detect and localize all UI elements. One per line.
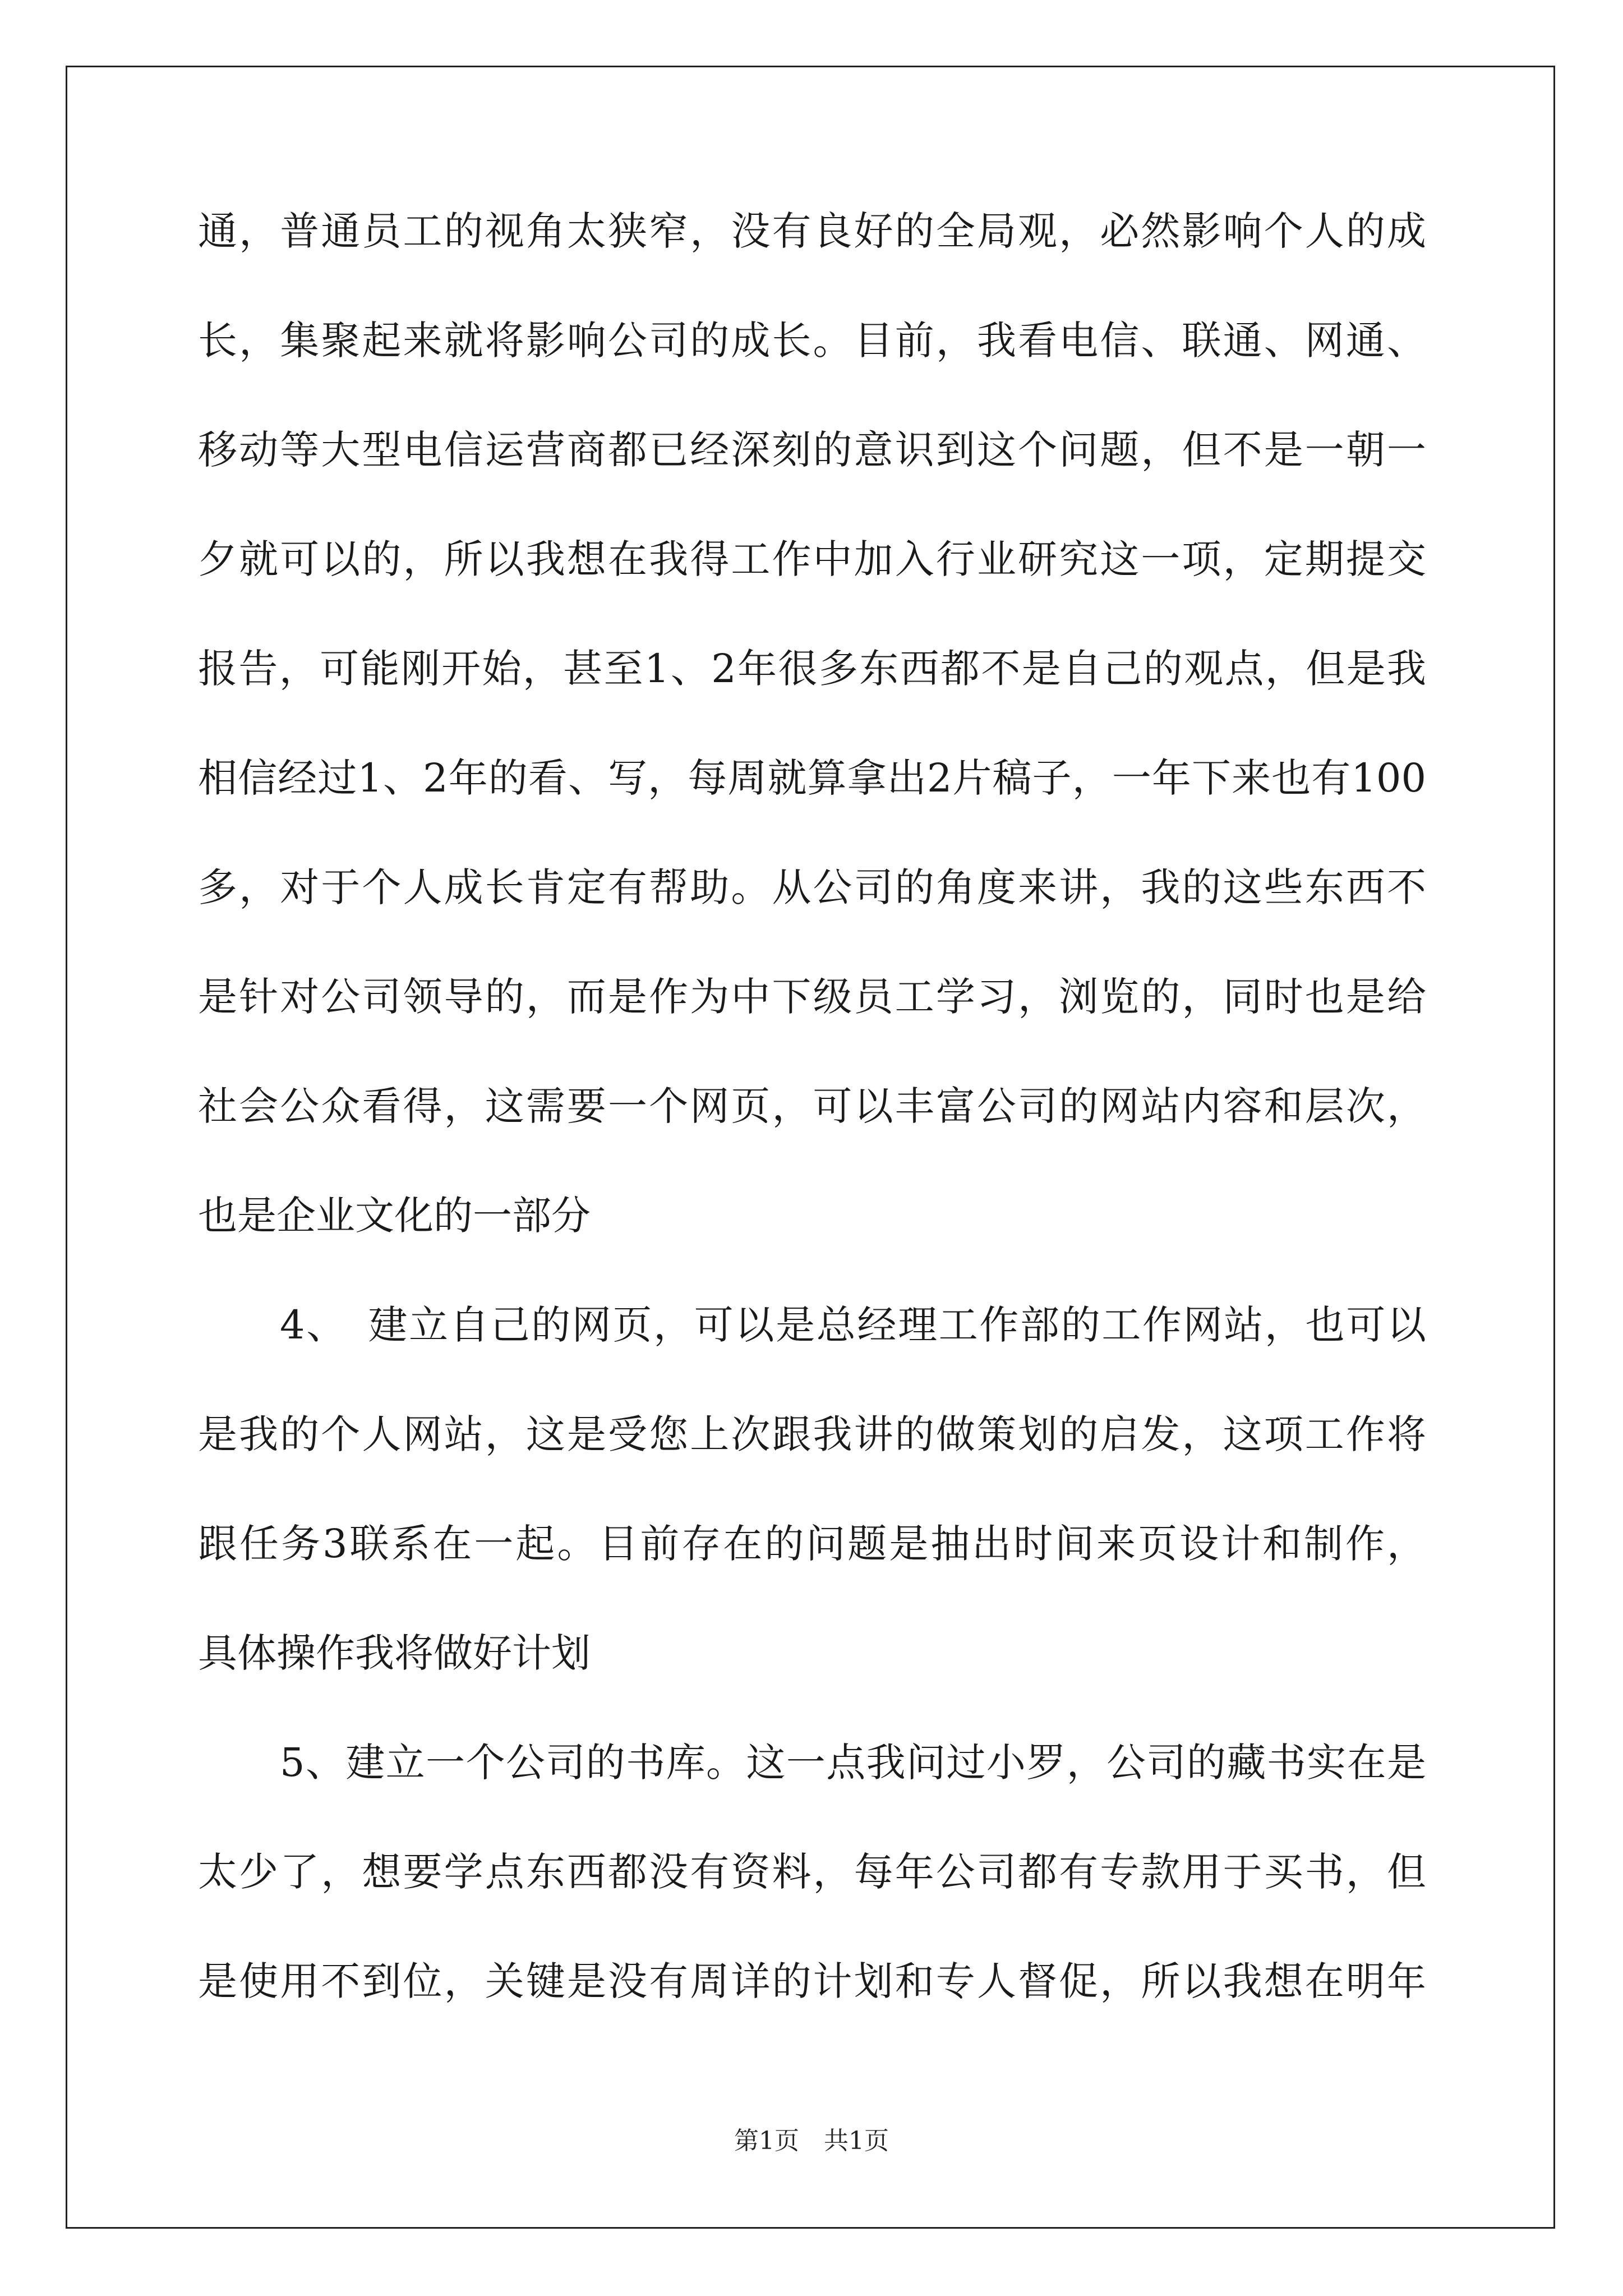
- paragraph-end-line: 也是企业文化的一部分: [198, 1193, 591, 1239]
- text-line: 社会公众看得，这需要一个网页，可以丰富公司的网站内容和层次，: [198, 1083, 1426, 1129]
- text-line: 移动等大型电信运营商都已经深刻的意识到这个问题，但不是一朝一: [198, 427, 1426, 473]
- text-line: 报告，可能刚开始，甚至1、2年很多东西都不是自己的观点，但是我: [198, 646, 1426, 692]
- text-line: 4、 建立自己的网页，可以是总经理工作部的工作网站，也可以: [280, 1302, 1426, 1348]
- text-line: 是针对公司领导的，而是作为中下级员工学习，浏览的，同时也是给: [198, 974, 1426, 1020]
- text-line: 太少了，想要学点东西都没有资料，每年公司都有专款用于买书，但: [198, 1849, 1426, 1895]
- text-line: 是我的个人网站，这是受您上次跟我讲的做策划的启发，这项工作将: [198, 1411, 1426, 1457]
- text-line: 长，集聚起来就将影响公司的成长。目前，我看电信、联通、网通、: [198, 318, 1426, 364]
- text-line: 相信经过1、2年的看、写，每周就算拿出2片稿子，一年下来也有100: [198, 755, 1426, 801]
- text-line: 是使用不到位，关键是没有周详的计划和专人督促，所以我想在明年: [198, 1958, 1426, 2004]
- text-line: 通，普通员工的视角太狭窄，没有良好的全局观，必然影响个人的成: [198, 208, 1426, 254]
- text-line: 5、建立一个公司的书库。这一点我问过小罗，公司的藏书实在是: [280, 1740, 1426, 1786]
- page-footer: 第1页 共1页: [734, 2127, 889, 2155]
- paragraph-end-line: 具体操作我将做好计划: [198, 1630, 591, 1676]
- text-line: 多，对于个人成长肯定有帮助。从公司的角度来讲，我的这些东西不: [198, 864, 1426, 910]
- document-body: [198, 208, 1426, 2071]
- text-line: 跟任务3联系在一起。目前存在的问题是抽出时间来页设计和制作，: [198, 1521, 1426, 1567]
- text-line: 夕就可以的，所以我想在我得工作中加入行业研究这一项，定期提交: [198, 536, 1426, 582]
